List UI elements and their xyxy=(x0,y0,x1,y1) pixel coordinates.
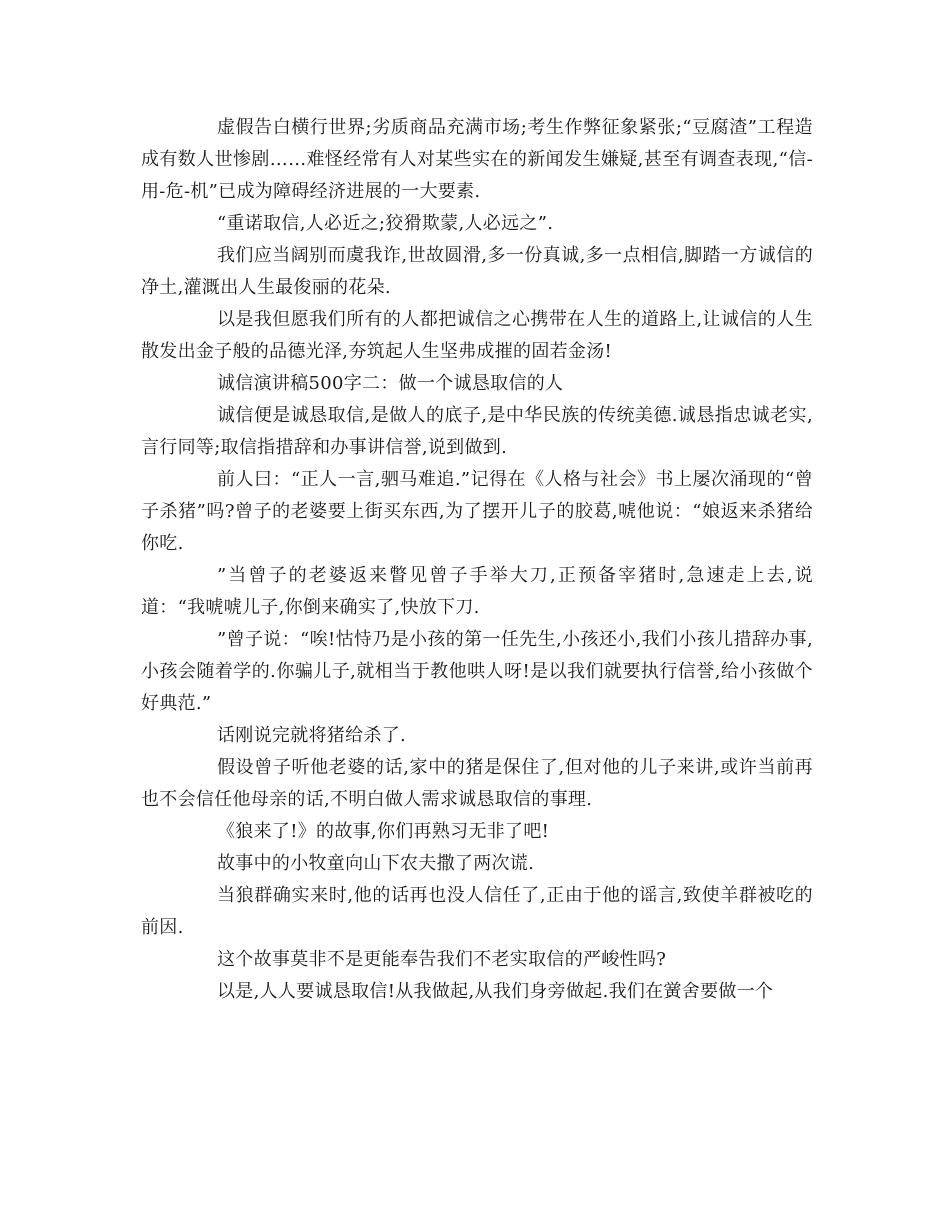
paragraph: 这个故事莫非不是更能奉告我们不老实取信的严峻性吗? xyxy=(217,949,667,970)
paragraph: 假设曾子听他老婆的话,家中的猪是保住了,但对他的儿子来讲,或许当前再也不会信任他母亲的话,不明白做人需求诚恳取信的事理. xyxy=(141,757,813,810)
paragraph: ”当曾子的老婆返来瞥见曾子手举大刀,正预备宰猪时,急速走上去,说道：“我唬唬儿子,你倒来确实了,快放下刀. xyxy=(141,565,813,618)
paragraph: 以是,人人要诚恳取信!从我做起,从我们身旁做起.我们在黉舍要做一个 xyxy=(217,981,774,1002)
paragraph: 诚信便是诚恳取信,是做人的底子,是中华民族的传统美德.诚恳指忠诚老实,言行同等;取信指措辞和办事讲信誉,说到做到. xyxy=(141,405,813,458)
paragraph: 虚假告白横行世界;劣质商品充满市场;考生作弊征象紧张;“豆腐渣”工程造成有数人世惨剧……难怪经常有人对某些实在的新闻发生嫌疑,甚至有调查表现,“信-用-危-机”已成为障碍经济进展的一大要素. xyxy=(141,117,813,202)
paragraph: 话刚说完就将猪给杀了. xyxy=(217,725,407,746)
section-heading: 诚信演讲稿500字二：做一个诚恳取信的人 xyxy=(217,373,564,394)
paragraph: ”曾子说：“唉!怙恃乃是小孩的第一任先生,小孩还小,我们小孩儿措辞办事,小孩会随着学的.你骗儿子,就相当于教他哄人呀!是以我们就要执行信誉,给小孩做个好典范.” xyxy=(141,629,813,714)
paragraph: 以是我但愿我们所有的人都把诚信之心携带在人生的道路上,让诚信的人生散发出金子般的品德光泽,夯筑起人生坚弗成摧的固若金汤! xyxy=(141,309,813,362)
paragraph: 前人曰：“正人一言,驷马难追.”记得在《人格与社会》书上屡次涌现的“曾子杀猪”吗?曾子的老婆要上街买东西,为了摆开儿子的胶葛,唬他说：“娘返来杀猪给你吃. xyxy=(141,469,813,554)
paragraph: “重诺取信,人必近之;狡猾欺蒙,人必远之”. xyxy=(217,213,554,234)
paragraph: 故事中的小牧童向山下农夫撒了两次谎. xyxy=(217,853,535,874)
paragraph: 当狼群确实来时,他的话再也没人信任了,正由于他的谣言,致使羊群被吃的前因. xyxy=(141,885,813,938)
paragraph: 我们应当阔别而虞我诈,世故圆滑,多一份真诚,多一点相信,脚踏一方诚信的净土,灌溉出人生最俊丽的花朵. xyxy=(141,245,813,298)
document-body xyxy=(141,112,813,1008)
paragraph: 《狼来了!》的故事,你们再熟习无非了吧! xyxy=(217,821,550,842)
